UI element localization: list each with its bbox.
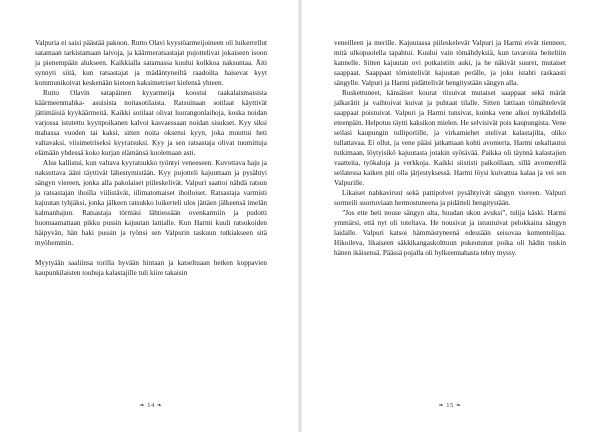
paragraph: ”Jos ette heti nouse sängyn alta, huudan ukon avuksi”, tulija käski. Harmi ymmärsi, että nyt oli toteltava. He nousivat ja istuutuivat pelokkaina sängyn laidalle. Valpuri katsoi hämmästyneenä edessään seisovaa komentelijaa. Hikoileva, likaiseen säkkikangaskolttuun pukeutunut poika oli hädin tuskin hänen ikäisensä. Päässä pojalla oli hylkeennahasta tehty myssy. xyxy=(334,209,566,257)
page-number: 14 xyxy=(147,402,155,409)
ornament-icon: ❧ xyxy=(455,403,462,409)
right-page xyxy=(302,0,600,432)
paragraph: Likaiset nahkavirsut sekä pattipolvet pysähtyivät sängyn viereen. Valpuri sormeili suortuviaan hermostuneena ja pidätteli hengitystään. xyxy=(334,189,566,207)
paragraph: Ruskettuneet, känsäiset kourat riisuivat mutaiset saappaat sekä märät jalkarätit ja vaihtoivat kuivat ja puhtaat tilalle. Sitten lattiaan tömähtelevät saappaat poistuivat. Valpuri ja Harmi tunsivat, kuinka vene alkoi nytkähdellä eteenpäin. Helpotus täytti kaksikon mielen. He selvisivät pois kaupungista. Vene seilasi kaupungin tulliportille, ja virkamiehet utelivat kalastajilta, oliko tullattavaa. Ei ollut, ja vene pääsi jatkamaan kohti avomerta. Harmi uskaltautui tutkimaan, löytyisikö kajuutasta jotakin syötävää. Paikka oli täynnä kalastajien vaatteita, työkaluja ja verkkoja. Kaikki siististi paikoillaan, sillä avomerellä seilatessa kaiken piti olla järjestyksessä. Harmi löysi kuivattua kalaa ja vei sen Valpurille. xyxy=(334,89,566,187)
paragraph: Alus kallistui, kun valtava kyyratsukko työntyi veneeseen. Kuvottava haju ja naksuttava ääni täyttivät lähestymistään. Kyy pujotteli kajuuttaan ja pysähtyi sängyn viereen, jonka alla pakolaiset piileskelivät. Valpuri saattoi nähdä ratsun ja ratsastajan ihoilla viilistävät, iilimatomaiset ihoiloiset. Ratsastaja varmisti kajuutan tyhjäksi, jonka jälkeen ratsukko luikerteli ulos jättäen jälkeensä imelän kalmanhajun. Ratsastaja törmäsi lähtiessään ovenkarmiin ja pudotti huomaamattaan pikku pussin kajuutan lattialle. Kun Harmi kuuli ratsukoiden häipyvän, hän haki pussin ja työnsi sen Valpurin taskuun tutkiakseen sitä myöhemmin. xyxy=(35,159,267,247)
page-number-left xyxy=(121,402,181,409)
paragraph: veneilleen ja merille. Kajuutassa piileskelevät Valpuri ja Harmi eivät tienneet, mitä ulkopuolella tapahtui. Kuului vain tömähdyksiä, kun tavaroita heiteltiin kannelle. Sitten kajuutan ovi potkaistiin auki, ja he näkivät suuret, mutaiset saappaat. Saappaat tömistelivät kajuutan perälle, ja joku istahti raskaasti sängylle. Valpuri ja Harmi pidättelivät hengitystään sängyn alla. xyxy=(334,39,566,87)
ornament-icon: ❧ xyxy=(156,403,163,409)
page-number: 15 xyxy=(446,402,454,409)
paragraph: Myytyään saaliinsa torilla hyvään hintaan ja katseltuaan hetken koppavien kaupunkilaisten touhuja kalastajille tuli kiire takaisin xyxy=(35,259,267,277)
right-page-text xyxy=(334,38,566,258)
left-page-text xyxy=(35,38,267,278)
paragraph: Rutto Olavin satapäinen kyyarmeija koostui raakalaismaisista käärmeenmahka- asuisista noitasotilaista. Ratsuinaan sotilaat käyttivät jättimäisiä kyykäärmeitä. Kaikki sotilaat olivat luurangonlaihoja, koska noidan varjossa istutettu kyynpoikanen kalvoi kasvaessaan noidan sisukset. Kyy siksi mahassa vuoden tai kaksi, sitten noita oksensi kyyn, joka muuttui heti valtavaksi, viisimetriseksi kyyratsuksi. Kyy ja sen ratsastaja olivat tuomittuja elämään yhdessä koko kurjan elämänsä kuolemaan asti. xyxy=(35,89,267,157)
ornament-icon: ❧ xyxy=(438,403,445,409)
page-number-right xyxy=(420,402,480,409)
paragraph: Valpuria ei saisi päästää pakoon. Rutto Olavi kyystöarmeijoineen oli luikerrellut satamaan tarkistamaan laivoja, ja käärmeratsastajat pujottelivat jokaiseen isoon ja pienempään alukseen. Kaikkialla satamassa kuului kolkkoa naksuntaa. Äiti synnyti siitä, kun ratsastajat ja mädäntyneiltä raadoilta haisevat kyyt kommunikoivat keskenään kietoen kaksimetriset kielensä yhteen. xyxy=(35,39,267,87)
left-page xyxy=(0,0,298,432)
ornament-icon: ❧ xyxy=(139,403,146,409)
